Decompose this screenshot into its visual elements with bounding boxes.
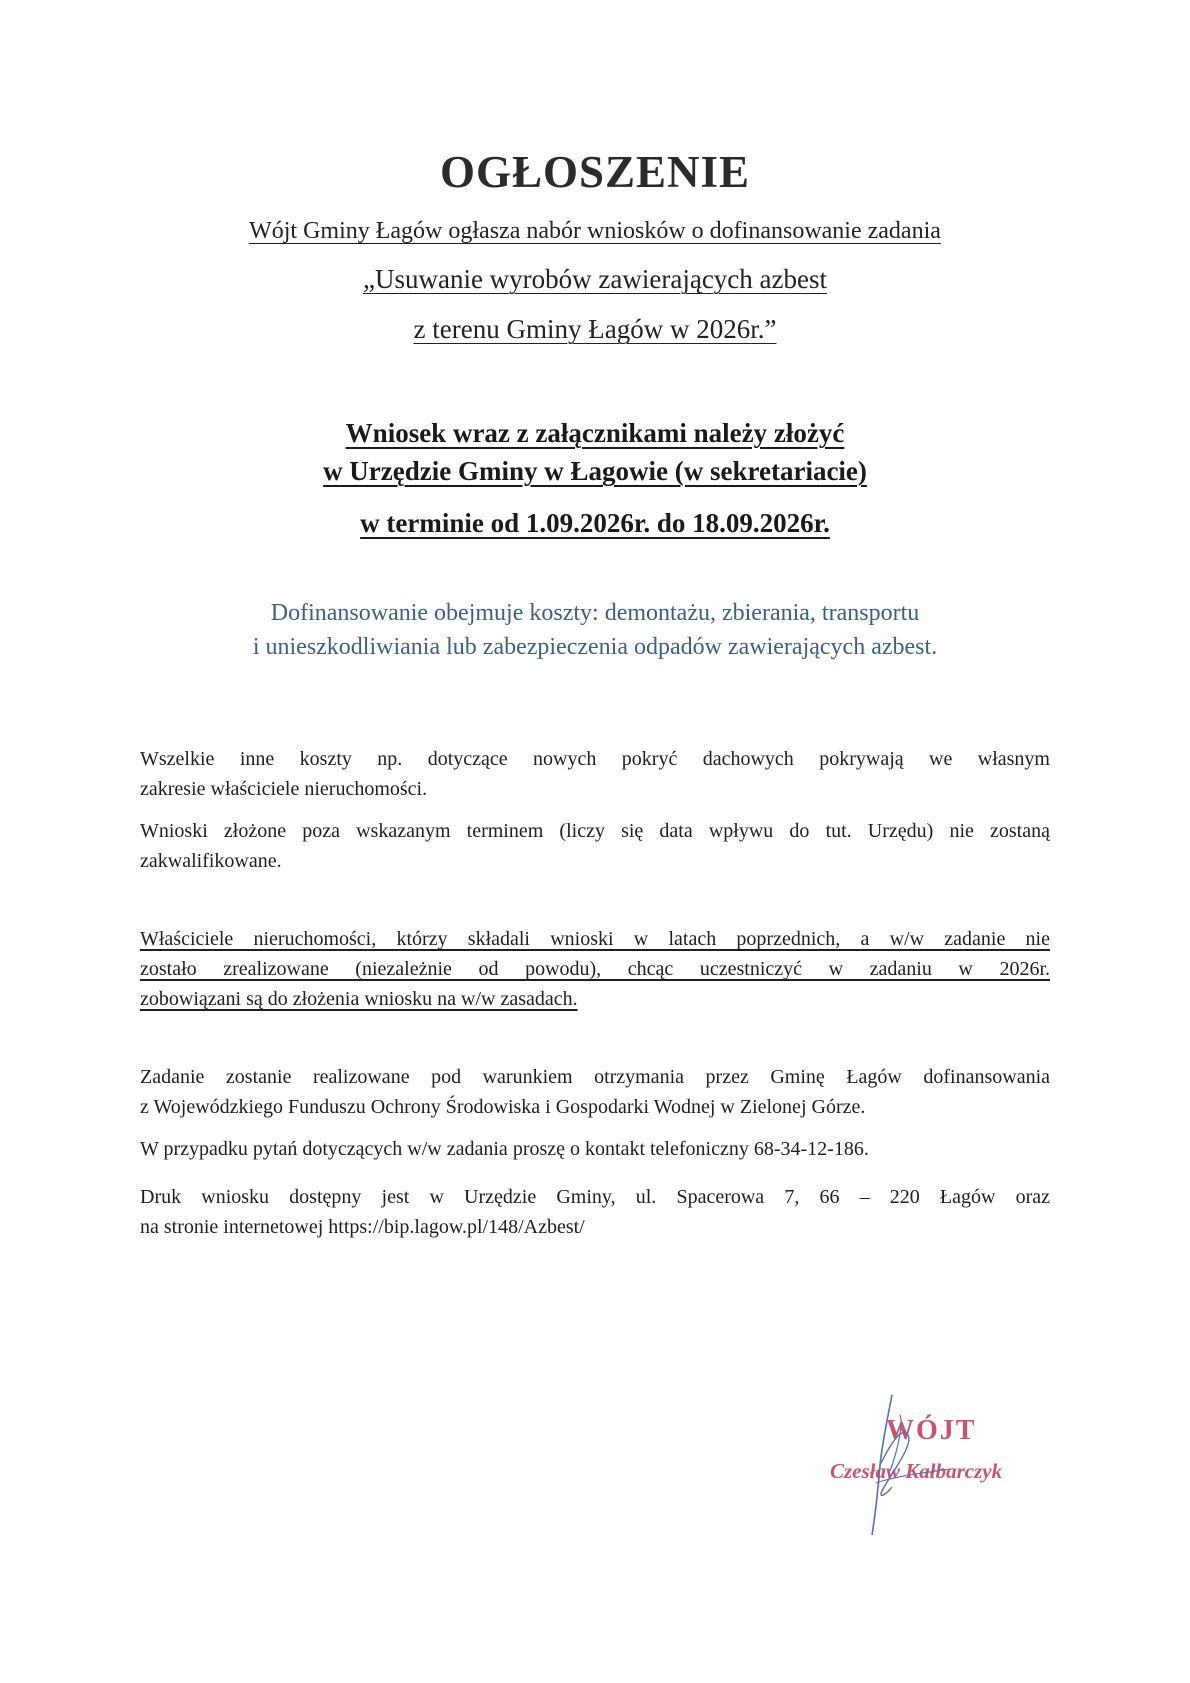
task-name-line-2: z terenu Gminy Łagów w 2026r.” xyxy=(413,314,777,344)
contact-line: W przypadku pytań dotyczących w/w zadania proszę o kontakt telefoniczny 68-34-12-186. xyxy=(140,1138,869,1160)
costs-info-line-1: Dofinansowanie obejmuje koszty: demontażu, zbierania, transportu xyxy=(270,600,920,626)
submit-info-line-2: w Urzędzie Gminy w Łagowie (w sekretariacie) xyxy=(323,456,867,486)
intro-text: Wójt Gminy Łagów ogłasza nabór wniosków o dofinansowanie zadania xyxy=(249,218,941,244)
stamp-title: WÓJT xyxy=(886,1415,977,1446)
other-costs-paragraph xyxy=(140,744,1050,804)
funding-condition-line-2: z Wojewódzkiego Funduszu Ochrony Środowiska i Gospodarki Wodnej w Zielonej Górze. xyxy=(140,1096,866,1118)
form-availability-line-1: Druk wniosku dostępny jest w Urzędzie Gminy, ul. Spacerowa 7, 66 – 220 Łagów oraz xyxy=(140,1186,1050,1208)
previous-applicants-line-1: Właściciele nieruchomości, którzy składali wnioski w latach poprzednich, a w/w zadanie nie xyxy=(140,928,1050,950)
stamp-name: Czesław Kałbarczyk xyxy=(830,1459,1003,1483)
late-applications-line-2: zakwalifikowane. xyxy=(140,850,282,872)
funding-condition-paragraph xyxy=(140,1062,1050,1122)
form-availability-line-2: na stronie internetowej https://bip.lagow.pl/148/Azbest/ xyxy=(140,1216,585,1238)
task-name-line-1: „Usuwanie wyrobów zawierających azbest xyxy=(362,264,828,294)
previous-applicants-paragraph xyxy=(140,924,1050,1014)
document-title: OGŁOSZENIE xyxy=(439,147,751,197)
late-applications-paragraph xyxy=(140,816,1050,876)
other-costs-line-1: Wszelkie inne koszty np. dotyczące nowych pokryć dachowych pokrywają we własnym xyxy=(140,748,1050,770)
official-stamp xyxy=(830,1395,1060,1535)
handwritten-signature xyxy=(830,1395,1060,1535)
submit-info-line-1: Wniosek wraz z załącznikami należy złożyć xyxy=(345,418,845,448)
deadline-text: w terminie od 1.09.2026r. do 18.09.2026r. xyxy=(360,508,830,538)
previous-applicants-line-2: zostało zrealizowane (niezależnie od powodu), chcąc uczestniczyć w zadaniu w 2026r. xyxy=(140,958,1050,980)
previous-applicants-line-3: zobowiązani są do złożenia wniosku na w/w zasadach. xyxy=(140,988,578,1010)
funding-condition-line-1: Zadanie zostanie realizowane pod warunkiem otrzymania przez Gminę Łagów dofinansowania xyxy=(140,1066,1050,1088)
late-applications-line-1: Wnioski złożone poza wskazanym terminem (liczy się data wpływu do tut. Urzędu) nie zostaną xyxy=(140,820,1050,842)
costs-info-line-2: i unieszkodliwiania lub zabezpieczenia odpadów zawierających azbest. xyxy=(252,634,938,660)
form-availability-paragraph xyxy=(140,1182,1050,1242)
contact-paragraph xyxy=(140,1134,1050,1164)
other-costs-line-2: zakresie właściciele nieruchomości. xyxy=(140,778,428,800)
